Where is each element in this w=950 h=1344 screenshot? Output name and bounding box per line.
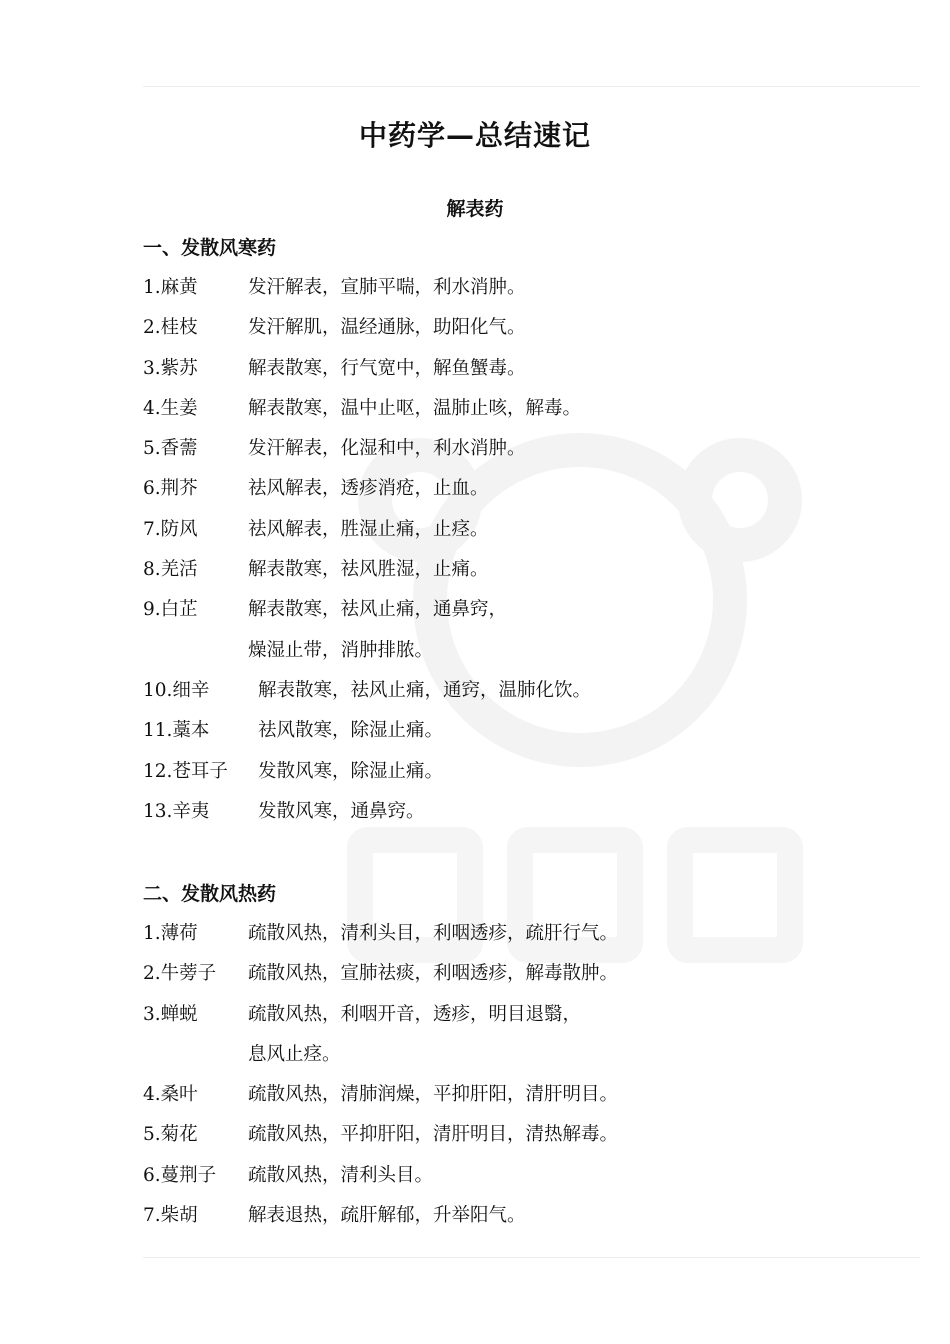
herb-row (143, 954, 903, 994)
herb-row-continuation (143, 631, 903, 671)
chapter-title: 解表药 (446, 198, 504, 220)
herb-effect: 祛风散寒，除湿止痛。 (258, 720, 444, 742)
herb-row (143, 268, 903, 308)
herb-effect: 发散风寒，通鼻窍。 (258, 800, 425, 822)
herb-list-wind-heat (143, 914, 903, 1236)
herb-number: 7. (143, 518, 161, 540)
herb-name: 菊花 (160, 1124, 198, 1146)
herb-name: 生姜 (160, 397, 198, 419)
herb-row (143, 1075, 903, 1115)
herb-row (143, 590, 903, 630)
herb-number: 8. (143, 559, 161, 581)
herb-name: 香薷 (160, 438, 198, 460)
herb-name: 羌活 (160, 559, 198, 581)
herb-name: 牛蒡子 (160, 963, 217, 985)
herb-name: 防风 (160, 518, 198, 540)
herb-effect: 解表散寒，祛风止痛，通窍，温肺化饮。 (258, 679, 592, 701)
herb-row (143, 914, 903, 954)
herb-name: 苍耳子 (172, 760, 228, 782)
herb-number: 10. (143, 679, 173, 701)
herb-number: 12. (143, 760, 173, 782)
herb-effect: 发散风寒，除湿止痛。 (258, 760, 444, 782)
herb-row (143, 792, 903, 832)
herb-name: 柴胡 (160, 1205, 198, 1227)
herb-effect: 发汗解表，宣肺平喘，利水消肿。 (248, 277, 526, 298)
section-heading-wind-heat: 二、发散风热药 (143, 883, 277, 905)
herb-row (143, 429, 903, 469)
herb-row (143, 510, 903, 550)
herb-number: 2. (143, 963, 161, 985)
herb-name: 紫苏 (160, 357, 198, 379)
herb-row-continuation (143, 1035, 903, 1075)
herb-effect: 燥湿止带，消肿排脓。 (248, 639, 434, 661)
header-rule (143, 86, 920, 87)
herb-row (143, 349, 903, 389)
herb-name: 藁本 (172, 720, 210, 742)
herb-effect: 祛风解表，透疹消疮，止血。 (248, 478, 489, 500)
herb-number: 6. (143, 1164, 161, 1186)
herb-row (143, 469, 903, 509)
herb-row (143, 550, 903, 590)
herb-row (143, 1156, 903, 1196)
herb-effect: 解表散寒，行气宽中，解鱼蟹毒。 (248, 357, 526, 379)
herb-effect: 解表退热，疏肝解郁，升举阳气。 (248, 1205, 526, 1227)
herb-row (143, 1115, 903, 1155)
herb-effect: 疏散风热，清肺润燥，平抑肝阳，清肝明目。 (248, 1084, 619, 1106)
herb-row (143, 1196, 903, 1236)
herb-row (143, 752, 903, 792)
herb-list-wind-cold (143, 268, 903, 832)
herb-effect: 疏散风热，宣肺祛痰，利咽透疹，解毒散肿。 (248, 963, 619, 985)
herb-number: 4. (143, 1084, 161, 1106)
herb-name: 桂枝 (160, 317, 198, 339)
herb-number: 11. (143, 720, 173, 742)
herb-effect: 疏散风热，清利头目，利咽透疹，疏肝行气。 (248, 923, 619, 944)
herb-number: 5. (143, 438, 161, 460)
herb-name: 蝉蜕 (160, 1003, 198, 1025)
herb-name: 白芷 (160, 599, 198, 621)
herb-number: 2. (143, 317, 161, 339)
herb-number: 4. (143, 397, 161, 419)
herb-effect: 疏散风热，平抑肝阳，清肝明目，清热解毒。 (248, 1124, 619, 1146)
footer-rule (143, 1257, 920, 1258)
herb-number: 3. (143, 357, 161, 379)
herb-number: 5. (143, 1124, 161, 1146)
herb-number: 13. (143, 800, 173, 822)
section-heading-wind-cold: 一、发散风寒药 (143, 237, 277, 259)
herb-number: 9. (143, 599, 161, 621)
herb-number: 6. (143, 478, 161, 500)
herb-row (143, 711, 903, 751)
herb-row (143, 308, 903, 348)
herb-effect: 祛风解表，胜湿止痛，止痉。 (248, 518, 489, 540)
herb-effect: 疏散风热，利咽开音，透疹，明目退翳， (248, 1003, 582, 1025)
herb-name: 桑叶 (160, 1084, 198, 1106)
herb-row (143, 671, 903, 711)
herb-name: 细辛 (172, 679, 210, 701)
herb-effect: 解表散寒，祛风止痛，通鼻窍， (248, 599, 508, 621)
herb-effect: 解表散寒，祛风胜湿，止痛。 (248, 559, 489, 581)
herb-effect: 息风止痉。 (248, 1043, 341, 1065)
herb-row (143, 995, 903, 1035)
herb-number: 7. (143, 1205, 161, 1227)
herb-name: 荆芥 (160, 478, 198, 500)
herb-number: 1. (143, 277, 161, 298)
herb-name: 蔓荆子 (160, 1164, 217, 1186)
herb-effect: 发汗解肌，温经通脉，助阳化气。 (248, 317, 526, 339)
herb-name: 辛夷 (172, 800, 210, 822)
herb-effect: 疏散风热，清利头目。 (248, 1164, 434, 1186)
herb-effect: 发汗解表，化湿和中，利水消肿。 (248, 438, 526, 460)
herb-row (143, 389, 903, 429)
document-title: 中药学—总结速记 (358, 119, 591, 152)
herb-name: 薄荷 (160, 923, 198, 944)
herb-number: 1. (143, 923, 161, 944)
herb-number: 3. (143, 1003, 161, 1025)
herb-effect: 解表散寒，温中止呕，温肺止咳，解毒。 (248, 397, 582, 419)
herb-name: 麻黄 (160, 277, 198, 298)
